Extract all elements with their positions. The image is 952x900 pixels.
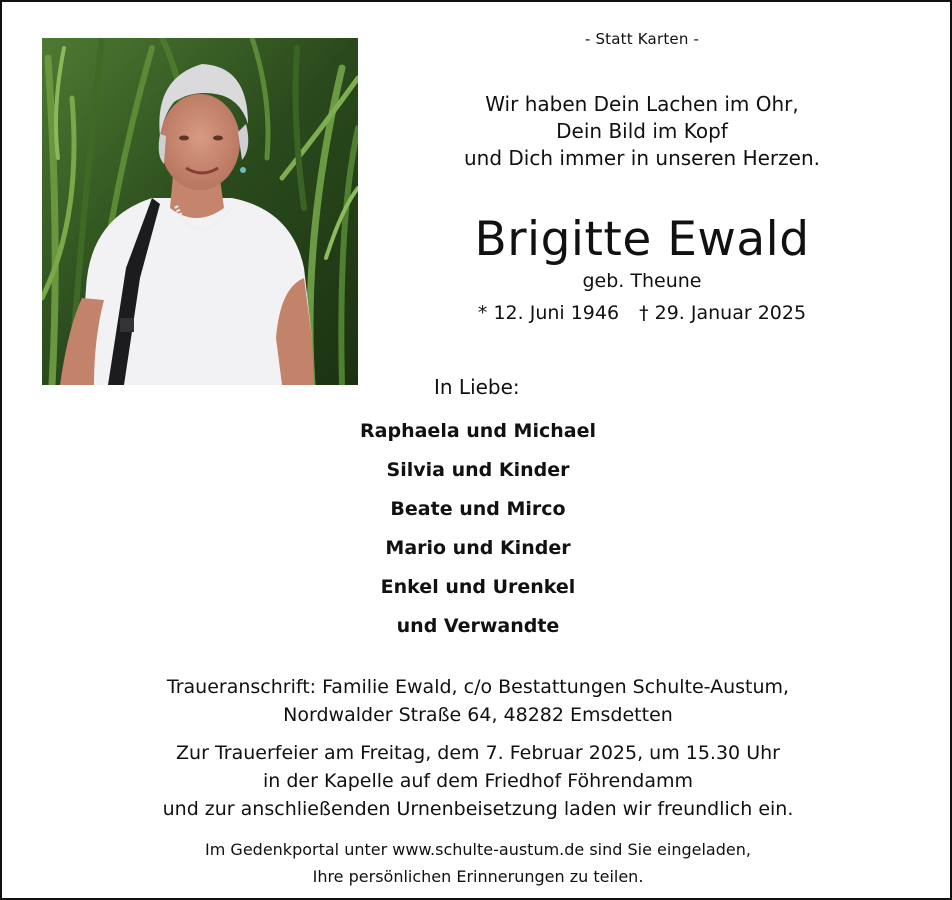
deceased-name: Brigitte Ewald	[474, 212, 810, 267]
death-date: † 29. Januar 2025	[639, 302, 807, 324]
header-statt-karten: - Statt Karten -	[584, 30, 700, 48]
mourners-list	[278, 412, 678, 646]
mourner-entry: und Verwandte	[396, 615, 560, 637]
mourner-entry: Mario und Kinder	[385, 537, 571, 559]
portal-line: Ihre persönlichen Erinnerungen zu teilen.	[312, 867, 644, 886]
address-line: Nordwalder Straße 64, 48282 Emsdetten	[283, 704, 673, 726]
poem-line: Dein Bild im Kopf	[556, 119, 728, 143]
mourner-entry: Silvia und Kinder	[386, 459, 570, 481]
memorial-portal-note	[42, 836, 914, 890]
life-dates	[422, 302, 862, 324]
poem-line: und Dich immer in unseren Herzen.	[464, 146, 820, 170]
portrait-photo	[42, 38, 358, 385]
maiden-name: geb. Theune	[582, 270, 702, 292]
mourning-address	[42, 673, 914, 729]
address-line: Traueranschrift: Familie Ewald, c/o Bestattungen Schulte-Austum,	[166, 676, 790, 698]
poem-line: Wir haben Dein Lachen im Ohr,	[485, 92, 799, 116]
mourner-entry: Beate und Mirco	[390, 498, 566, 520]
ceremony-line: Zur Trauerfeier am Freitag, dem 7. Februar 2025, um 15.30 Uhr	[176, 742, 780, 764]
mourner-entry: Raphaela und Michael	[360, 420, 596, 442]
poem	[422, 91, 862, 172]
ceremony-line: und zur anschließenden Urnenbeisetzung laden wir freundlich ein.	[162, 798, 794, 820]
mourner-entry: Enkel und Urenkel	[380, 576, 576, 598]
birth-date: * 12. Juni 1946	[477, 302, 620, 324]
portal-line: Im Gedenkportal unter www.schulte-austum.de sind Sie eingeladen,	[205, 840, 751, 859]
in-love-label: In Liebe:	[434, 375, 520, 399]
ceremony-line: in der Kapelle auf dem Friedhof Föhrendamm	[262, 770, 694, 792]
ceremony-info	[42, 739, 914, 823]
